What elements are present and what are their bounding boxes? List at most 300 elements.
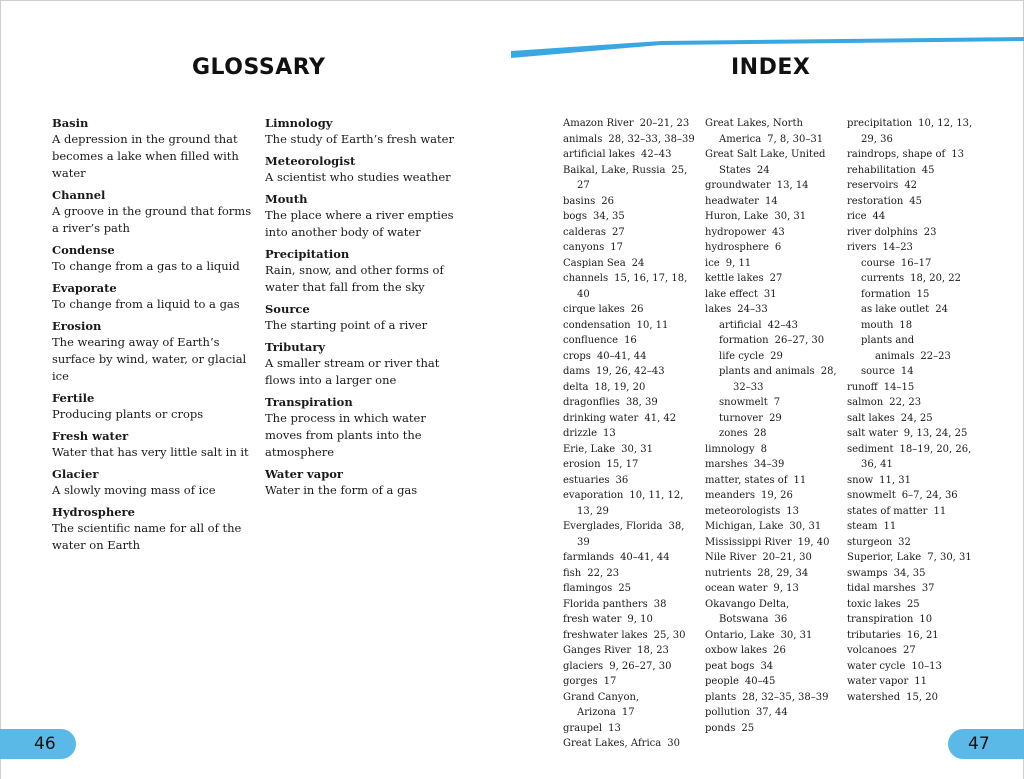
index-term: rehabilitation xyxy=(847,164,916,176)
index-entry xyxy=(705,209,840,225)
index-entry xyxy=(563,349,698,365)
index-pages: 16–17 xyxy=(900,257,932,269)
index-pages: 9, 10 xyxy=(627,614,653,625)
index-entry xyxy=(563,271,698,302)
index-term: transpiration xyxy=(847,614,914,625)
index-entry xyxy=(847,519,977,535)
index-entry xyxy=(563,256,698,272)
index-term: salt lakes xyxy=(847,412,895,424)
index-pages: 27 xyxy=(769,273,783,284)
index-entry xyxy=(705,550,840,566)
index-pages: 40–41, 44 xyxy=(620,552,670,563)
index-pages: 38 xyxy=(653,598,667,610)
index-pages: 22–23 xyxy=(920,350,951,362)
index-term: snowmelt xyxy=(719,397,768,408)
glossary-definition: Producing plants or crops xyxy=(52,407,204,421)
index-term: glaciers xyxy=(563,660,604,672)
index-entry xyxy=(563,736,698,752)
index-entry xyxy=(563,597,698,613)
index-term: rice xyxy=(847,211,867,222)
index-term: runoff xyxy=(847,381,878,393)
index-entry xyxy=(705,225,840,241)
index-entry xyxy=(563,209,698,225)
index-column-3 xyxy=(847,116,977,705)
index-entry xyxy=(563,442,698,458)
index-subentry xyxy=(705,364,840,395)
index-pages: 24, 25 xyxy=(900,412,933,424)
index-pages: 43 xyxy=(771,226,785,238)
index-pages: 11, 31 xyxy=(879,474,911,486)
index-term: toxic lakes xyxy=(847,598,901,610)
index-term: pollution xyxy=(705,707,750,718)
index-pages: 9, 11 xyxy=(725,257,752,269)
index-term: tidal marshes xyxy=(847,583,916,594)
glossary-definition: The scientific name for all of the water on Earth xyxy=(52,521,242,552)
index-entry xyxy=(705,473,840,489)
index-entry xyxy=(563,380,698,396)
index-pages: 42–43 xyxy=(767,319,799,331)
index-entry xyxy=(563,163,698,194)
glossary-definition: A groove in the ground that forms a river’s path xyxy=(52,204,252,235)
glossary-term: Hydrosphere xyxy=(52,505,135,519)
index-term: nutrients xyxy=(705,567,752,579)
index-term: Huron, Lake xyxy=(705,211,769,222)
index-pages: 28, 32–33, 38–39 xyxy=(608,133,695,145)
index-term: dams xyxy=(563,366,590,377)
glossary-term: Condense xyxy=(52,243,115,257)
index-term: rivers xyxy=(847,242,877,253)
index-term: cirque lakes xyxy=(563,304,625,315)
glossary-definition: A scientist who studies weather xyxy=(265,170,451,184)
index-pages: 24–33 xyxy=(737,304,768,315)
index-term: drinking water xyxy=(563,412,639,424)
glossary-definition: Water in the form of a gas xyxy=(265,483,418,497)
glossary-term: Glacier xyxy=(52,467,99,481)
index-term: flamingos xyxy=(563,583,613,594)
index-entry xyxy=(705,194,840,210)
index-pages: 23 xyxy=(923,226,937,238)
index-pages: 26 xyxy=(630,304,644,315)
index-term: plants and animals xyxy=(719,366,815,377)
index-pages: 10–13 xyxy=(911,660,942,672)
index-pages: 13 xyxy=(603,428,616,439)
index-pages: 18–19, 20, 26, 36, 41 xyxy=(861,443,972,470)
index-term: calderas xyxy=(563,226,606,238)
glossary-entry xyxy=(52,466,252,499)
index-entry xyxy=(563,674,698,690)
index-pages: 11 xyxy=(883,521,897,532)
index-entry xyxy=(563,395,698,411)
index-subentry xyxy=(705,318,840,334)
index-term: Florida panthers xyxy=(563,598,648,610)
index-entry xyxy=(563,690,698,721)
index-term: marshes xyxy=(705,459,748,470)
index-entry xyxy=(705,287,840,303)
index-entry xyxy=(563,318,698,334)
index-pages: 30, 31 xyxy=(789,521,822,532)
index-entry xyxy=(705,256,840,272)
index-term: bogs xyxy=(563,211,587,222)
index-term: meanders xyxy=(705,490,756,501)
index-term: Michigan, Lake xyxy=(705,521,784,532)
index-term: currents xyxy=(861,273,905,284)
index-entry xyxy=(705,302,840,318)
index-entry xyxy=(847,426,977,442)
index-pages: 18 xyxy=(899,319,913,331)
index-pages: 15 xyxy=(916,288,930,300)
index-entry xyxy=(705,705,840,721)
index-pages: 25 xyxy=(741,722,755,734)
glossary-entry xyxy=(52,428,252,461)
index-entry xyxy=(705,535,840,551)
index-pages: 22, 23 xyxy=(587,567,620,579)
index-pages: 37 xyxy=(921,583,935,594)
index-pages: 8 xyxy=(760,443,767,455)
index-entry xyxy=(847,612,977,628)
glossary-definition: A smaller stream or river that flows into a larger one xyxy=(265,356,440,387)
page-border-top xyxy=(0,0,1024,1)
index-entry xyxy=(847,147,977,163)
index-pages: 6–7, 24, 36 xyxy=(901,490,958,501)
index-pages: 10, 11 xyxy=(636,319,669,331)
index-entry xyxy=(563,550,698,566)
index-entry xyxy=(563,333,698,349)
index-term: sediment xyxy=(847,443,894,455)
index-entry xyxy=(847,225,977,241)
glossary-entry xyxy=(52,318,252,385)
glossary-entry xyxy=(52,504,252,554)
index-term: peat bogs xyxy=(705,660,755,672)
index-term: river dolphins xyxy=(847,226,918,238)
index-subentry xyxy=(847,271,977,287)
index-term: reservoirs xyxy=(847,180,899,191)
index-term: Grand Canyon, Arizona xyxy=(563,691,640,718)
index-term: delta xyxy=(563,381,589,393)
index-term: salt water xyxy=(847,428,898,439)
index-term: raindrops, shape of xyxy=(847,149,946,160)
page-number-left xyxy=(0,729,76,759)
index-entry xyxy=(563,659,698,675)
index-term: ice xyxy=(705,257,720,269)
index-term: life cycle xyxy=(719,350,765,362)
index-entry xyxy=(563,721,698,737)
index-term: volcanoes xyxy=(847,645,897,656)
index-pages: 16 xyxy=(624,335,637,346)
index-entry xyxy=(847,597,977,613)
glossary-entry xyxy=(265,115,465,148)
index-term: Ontario, Lake xyxy=(705,629,775,641)
index-pages: 40–41, 44 xyxy=(596,350,647,362)
index-entry xyxy=(847,163,977,179)
index-pages: 9, 13 xyxy=(773,583,799,594)
index-entry xyxy=(847,116,977,147)
index-entry xyxy=(705,488,840,504)
index-entry xyxy=(563,116,698,132)
index-pages: 29 xyxy=(770,350,783,362)
index-pages: 30, 31 xyxy=(774,211,807,222)
index-entry xyxy=(563,194,698,210)
index-subentry xyxy=(705,426,840,442)
index-subentry xyxy=(847,302,977,318)
glossary-term: Meteorologist xyxy=(265,154,356,168)
index-term: crops xyxy=(563,350,591,362)
index-entry xyxy=(705,690,840,706)
index-pages: 34 xyxy=(760,660,774,672)
index-term: Great Lakes, North America xyxy=(705,118,803,145)
index-entry xyxy=(563,643,698,659)
index-pages: 20–21, 30 xyxy=(762,552,812,563)
index-pages: 34–39 xyxy=(753,459,785,470)
index-term: canyons xyxy=(563,242,605,253)
index-term: Great Salt Lake, United States xyxy=(705,149,826,176)
index-term: erosion xyxy=(563,459,601,470)
index-entry xyxy=(705,519,840,535)
index-pages: 11 xyxy=(793,474,807,486)
index-entry xyxy=(847,628,977,644)
index-pages: 42–43 xyxy=(641,149,672,160)
index-subentry xyxy=(705,349,840,365)
index-term: farmlands xyxy=(563,552,615,563)
index-term: Everglades, Florida xyxy=(563,521,663,532)
index-pages: 36 xyxy=(774,614,788,625)
index-term: condensation xyxy=(563,319,631,331)
index-term: matter, states of xyxy=(705,474,788,486)
glossary-definition: Rain, snow, and other forms of water that fall from the sky xyxy=(265,263,444,294)
index-pages: 17 xyxy=(621,707,635,718)
index-pages: 18, 23 xyxy=(637,645,669,656)
index-pages: 26 xyxy=(773,645,786,656)
index-term: Great Lakes, Africa xyxy=(563,738,662,749)
index-subentry xyxy=(705,395,840,411)
index-entry xyxy=(705,597,840,628)
index-pages: 40–45 xyxy=(744,676,776,687)
index-pages: 41, 42 xyxy=(644,412,677,424)
index-pages: 18, 20, 22 xyxy=(910,273,962,284)
index-entry xyxy=(847,690,977,706)
index-entry xyxy=(563,566,698,582)
index-entry xyxy=(847,659,977,675)
index-pages: 11 xyxy=(914,676,927,687)
index-pages: 19, 26 xyxy=(761,490,793,501)
index-term: steam xyxy=(847,521,878,532)
glossary-entry xyxy=(52,390,252,423)
index-pages: 17 xyxy=(610,242,623,253)
index-term: Caspian Sea xyxy=(563,257,626,269)
index-pages: 22, 23 xyxy=(889,397,922,408)
index-entry xyxy=(847,473,977,489)
index-pages: 19, 26, 42–43 xyxy=(595,366,665,377)
index-entry xyxy=(847,488,977,504)
index-subentry xyxy=(705,333,840,349)
glossary-entry xyxy=(265,301,465,334)
index-term: fresh water xyxy=(563,614,622,625)
index-pages: 31 xyxy=(763,288,777,300)
index-term: oxbow lakes xyxy=(705,645,768,656)
index-pages: 14 xyxy=(900,366,914,377)
glossary-definition: Water that has very little salt in it xyxy=(52,445,249,459)
index-pages: 25, 30 xyxy=(653,629,686,641)
index-pages: 30 xyxy=(667,738,680,749)
index-term: groundwater xyxy=(705,180,771,191)
index-entry xyxy=(563,457,698,473)
index-entry xyxy=(563,519,698,550)
glossary-term: Mouth xyxy=(265,192,308,206)
index-entry xyxy=(563,225,698,241)
index-subentry xyxy=(847,333,977,364)
index-entry xyxy=(847,178,977,194)
index-entry xyxy=(705,457,840,473)
index-term: fish xyxy=(563,567,582,579)
glossary-term: Evaporate xyxy=(52,281,117,295)
index-term: snow xyxy=(847,474,874,486)
index-pages: 45 xyxy=(921,164,935,176)
index-pages: 26–27, 30 xyxy=(774,335,825,346)
index-pages: 15, 17 xyxy=(606,459,639,470)
index-entry xyxy=(705,628,840,644)
glossary-entry xyxy=(52,242,252,275)
index-term: mouth xyxy=(861,319,894,331)
glossary-entry xyxy=(265,191,465,241)
index-term: Okavango Delta, Botswana xyxy=(705,598,790,625)
index-title: INDEX xyxy=(731,55,811,80)
index-pages: 10 xyxy=(919,614,933,625)
index-entry xyxy=(705,659,840,675)
index-entry xyxy=(705,116,840,147)
index-pages: 34, 35 xyxy=(592,211,625,222)
index-entry xyxy=(847,442,977,473)
index-pages: 44 xyxy=(872,211,886,222)
index-term: Mississippi River xyxy=(705,536,792,548)
index-term: ocean water xyxy=(705,583,768,594)
index-pages: 16, 21 xyxy=(906,629,939,641)
index-entry xyxy=(847,674,977,690)
index-entry xyxy=(847,380,977,396)
index-pages: 24 xyxy=(756,164,770,176)
index-term: meteorologists xyxy=(705,505,781,517)
index-term: sturgeon xyxy=(847,536,893,548)
index-pages: 7, 8, 30–31 xyxy=(767,133,824,145)
index-term: watershed xyxy=(847,691,901,703)
index-entry xyxy=(705,504,840,520)
index-term: restoration xyxy=(847,195,904,207)
index-entry xyxy=(563,240,698,256)
index-term: water cycle xyxy=(847,660,906,672)
index-term: artificial lakes xyxy=(563,149,636,160)
index-term: Superior, Lake xyxy=(847,552,922,563)
index-term: zones xyxy=(719,428,748,439)
index-entry xyxy=(705,147,840,178)
index-term: Nile River xyxy=(705,552,757,563)
index-term: channels xyxy=(563,273,609,284)
index-pages: 14–23 xyxy=(882,242,913,253)
index-pages: 32 xyxy=(898,536,911,548)
index-pages: 37, 44 xyxy=(755,707,788,718)
index-pages: 27 xyxy=(611,226,625,238)
page-number-left-text: 46 xyxy=(34,734,56,754)
index-pages: 9, 13, 24, 25 xyxy=(903,428,968,439)
index-entry xyxy=(847,395,977,411)
index-entry xyxy=(705,271,840,287)
index-pages: 25 xyxy=(906,598,920,610)
glossary-term: Channel xyxy=(52,188,106,202)
index-term: gorges xyxy=(563,676,598,687)
index-entry xyxy=(847,194,977,210)
index-pages: 10, 12, 13, 29, 36 xyxy=(861,118,973,145)
index-term: formation xyxy=(719,335,769,346)
index-term: people xyxy=(705,676,739,687)
index-pages: 15, 20 xyxy=(906,691,938,703)
index-pages: 24 xyxy=(631,257,645,269)
index-subentry xyxy=(847,364,977,380)
index-entry xyxy=(847,504,977,520)
index-term: precipitation xyxy=(847,118,913,129)
index-term: graupel xyxy=(563,722,603,734)
index-term: as lake outlet xyxy=(861,304,930,315)
index-term: evaporation xyxy=(563,490,624,501)
index-pages: 24 xyxy=(935,304,948,315)
index-pages: 38, 39 xyxy=(577,521,685,548)
glossary-term: Water vapor xyxy=(265,467,343,481)
glossary-term: Limnology xyxy=(265,116,333,130)
index-pages: 13 xyxy=(786,505,799,517)
index-pages: 25, 27 xyxy=(577,164,688,191)
glossary-term: Fertile xyxy=(52,391,95,405)
index-term: artificial xyxy=(719,319,762,331)
index-term: basins xyxy=(563,195,596,207)
index-pages: 20–21, 23 xyxy=(639,118,690,129)
index-term: Amazon River xyxy=(563,118,634,129)
index-subentry xyxy=(847,318,977,334)
index-entry xyxy=(847,566,977,582)
index-pages: 25 xyxy=(618,583,632,594)
index-pages: 11 xyxy=(933,505,947,517)
index-entry xyxy=(705,240,840,256)
glossary-entry xyxy=(265,466,465,499)
glossary-definition: To change from a liquid to a gas xyxy=(52,297,240,311)
index-term: drizzle xyxy=(563,428,598,439)
index-entry xyxy=(847,240,977,256)
index-term: turnover xyxy=(719,412,764,424)
index-pages: 14 xyxy=(764,195,778,207)
index-term: plants and animals xyxy=(861,335,915,362)
index-pages: 13 xyxy=(951,149,964,160)
index-entry xyxy=(847,643,977,659)
glossary-definition: A slowly moving mass of ice xyxy=(52,483,216,497)
index-pages: 30, 31 xyxy=(780,629,813,641)
index-term: swamps xyxy=(847,567,888,579)
index-pages: 17 xyxy=(603,676,617,687)
page-number-right xyxy=(948,729,1024,759)
index-term: hydropower xyxy=(705,226,766,238)
glossary-definition: The process in which water moves from plants into the atmosphere xyxy=(265,411,426,459)
glossary-column-2 xyxy=(265,115,465,504)
index-term: states of matter xyxy=(847,505,928,517)
glossary-entry xyxy=(265,339,465,389)
index-pages: 28 xyxy=(753,428,767,439)
index-pages: 29 xyxy=(769,412,782,424)
index-subentry xyxy=(847,287,977,303)
index-pages: 15, 16, 17, 18, 40 xyxy=(577,273,688,300)
index-pages: 28, 32–35, 38–39 xyxy=(742,691,829,703)
index-pages: 13, 14 xyxy=(776,180,809,191)
index-column-2 xyxy=(705,116,840,736)
index-pages: 45 xyxy=(909,195,923,207)
index-term: lake effect xyxy=(705,288,758,300)
index-entry xyxy=(847,411,977,427)
glossary-definition: The place where a river empties into another body of water xyxy=(265,208,454,239)
glossary-term: Basin xyxy=(52,116,89,130)
index-pages: 28, 32–33 xyxy=(733,366,837,393)
